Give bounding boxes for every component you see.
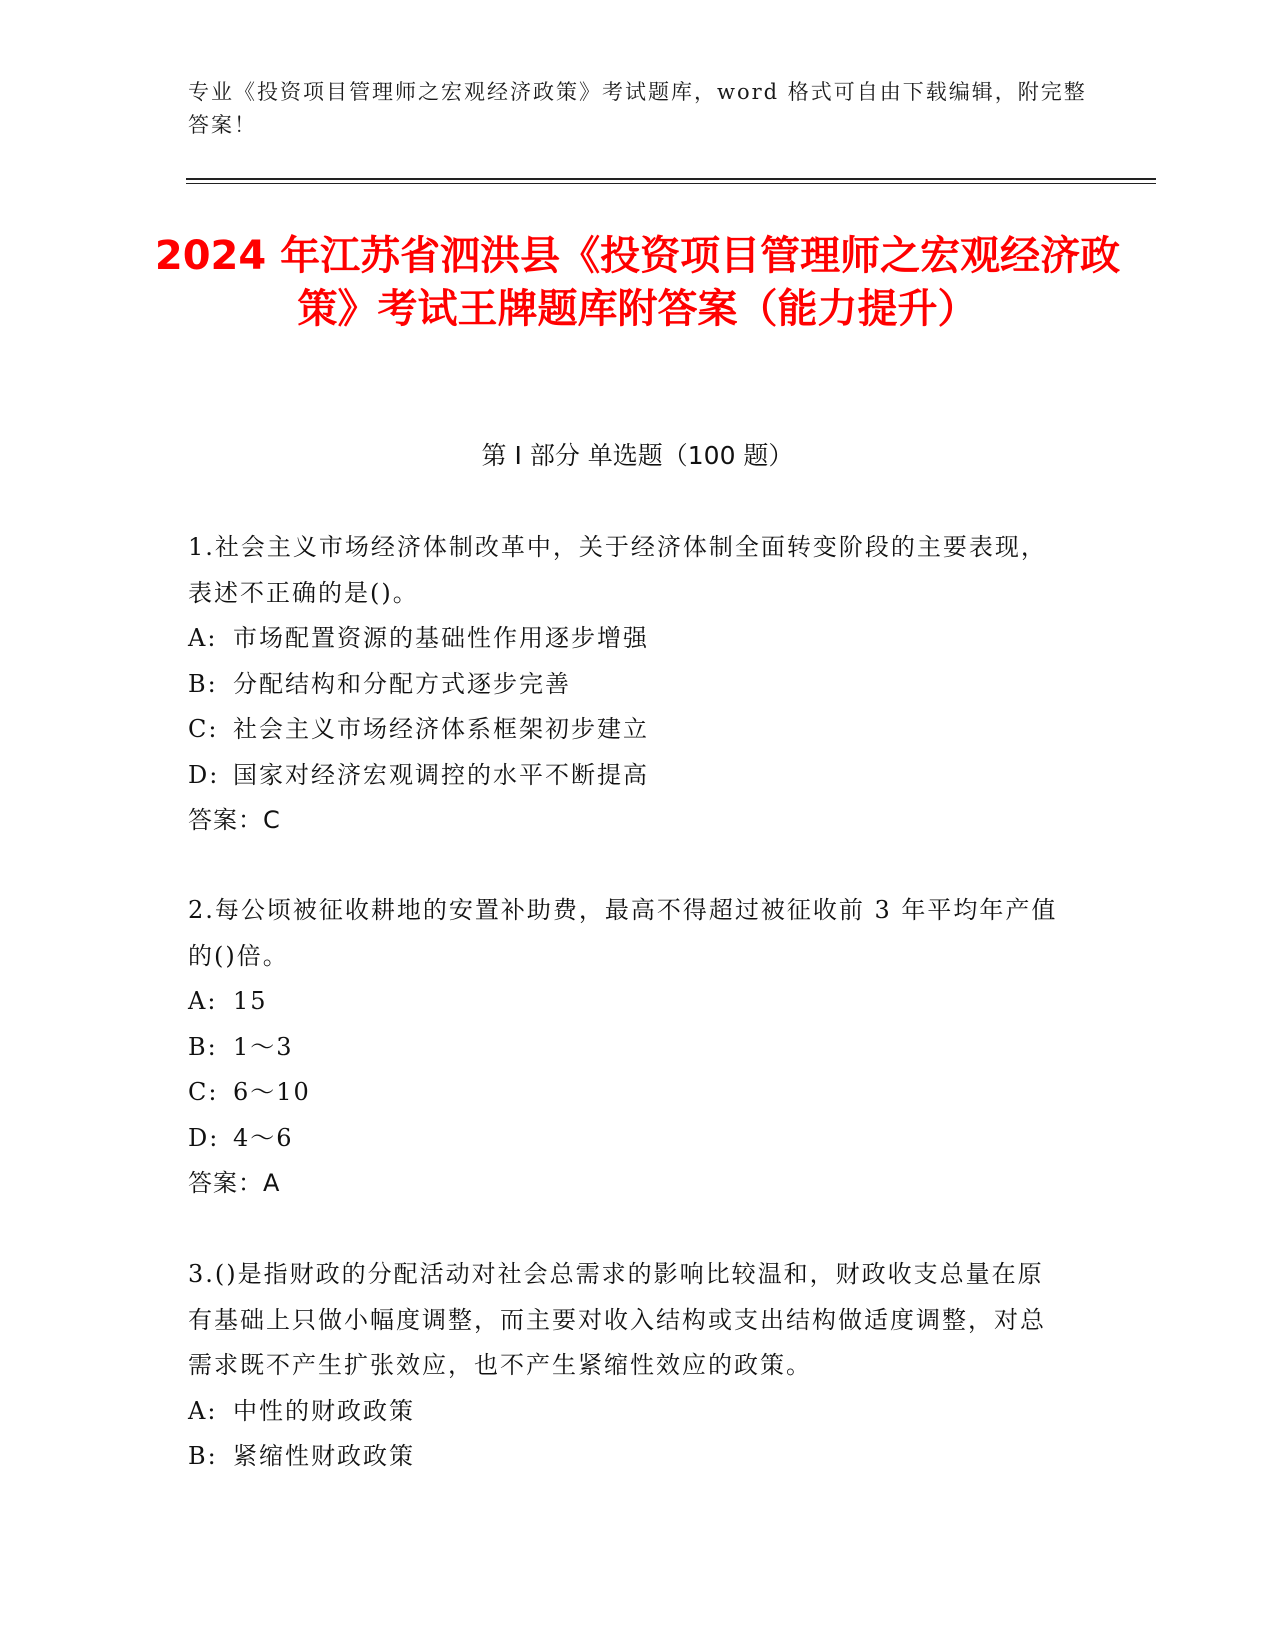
option-d: [188, 753, 1068, 799]
document-title: 2024 年江苏省泗洪县《投资项目管理师之宏观经济政策》考试王牌题库附答案（能力提升）: [154, 233, 1121, 332]
option-a: [188, 979, 1068, 1025]
option-c: [188, 707, 1068, 753]
option-letter: D:: [188, 760, 220, 789]
option-text: 4～6: [233, 1123, 294, 1152]
option-b: [188, 1025, 1068, 1071]
option-text: 6～10: [233, 1078, 311, 1106]
question-2: [188, 888, 1068, 1207]
header-divider-thick: [186, 178, 1156, 180]
option-text: 15: [233, 987, 268, 1015]
question-stem: 2.每公顷被征收耕地的安置补助费，最高不得超过被征收前 3 年平均年产值的()倍。: [188, 896, 1058, 970]
question-stem: 1.社会主义市场经济体制改革中，关于经济体制全面转变阶段的主要表现，表述不正确的是()。: [188, 533, 1047, 607]
option-text: 分配结构和分配方式逐步完善: [233, 669, 571, 698]
option-text: 中性的财政政策: [233, 1396, 415, 1425]
option-letter: D:: [188, 1123, 220, 1152]
option-text: 1～3: [233, 1032, 294, 1061]
option-c: [188, 1070, 1068, 1116]
option-text: 市场配置资源的基础性作用逐步增强: [233, 624, 649, 652]
option-text: 国家对经济宏观调控的水平不断提高: [233, 760, 649, 789]
option-letter: B:: [188, 669, 218, 698]
option-letter: A:: [188, 1396, 218, 1425]
option-a: [188, 1389, 1068, 1435]
section-title: 第 I 部分 单选题（100 题）: [481, 441, 794, 470]
option-letter: C:: [188, 715, 219, 743]
option-b: [188, 1434, 1068, 1480]
option-letter: A:: [188, 987, 218, 1015]
option-text: 社会主义市场经济体系框架初步建立: [233, 715, 649, 743]
question-3: [188, 1252, 1068, 1480]
option-b: [188, 662, 1068, 708]
question-1: [188, 525, 1068, 844]
option-text: 紧缩性财政政策: [233, 1442, 415, 1470]
option-letter: A:: [188, 624, 218, 652]
header-note: 专业《投资项目管理师之宏观经济政策》考试题库，word 格式可自由下载编辑，附完整答案！: [188, 80, 1087, 137]
option-d: [188, 1116, 1068, 1162]
answer: 答案：C: [188, 806, 281, 834]
header-divider-thin: [186, 183, 1156, 184]
option-a: [188, 616, 1068, 662]
question-stem: 3.()是指财政的分配活动对社会总需求的影响比较温和，财政收支总量在原有基础上只做小幅度调整，而主要对收入结构或支出结构做适度调整，对总需求既不产生扩张效应，也不产生紧缩性效应的政策。: [188, 1260, 1046, 1379]
option-letter: B:: [188, 1032, 218, 1061]
option-letter: C:: [188, 1078, 219, 1106]
answer: 答案：A: [188, 1169, 281, 1197]
option-letter: B:: [188, 1442, 218, 1470]
